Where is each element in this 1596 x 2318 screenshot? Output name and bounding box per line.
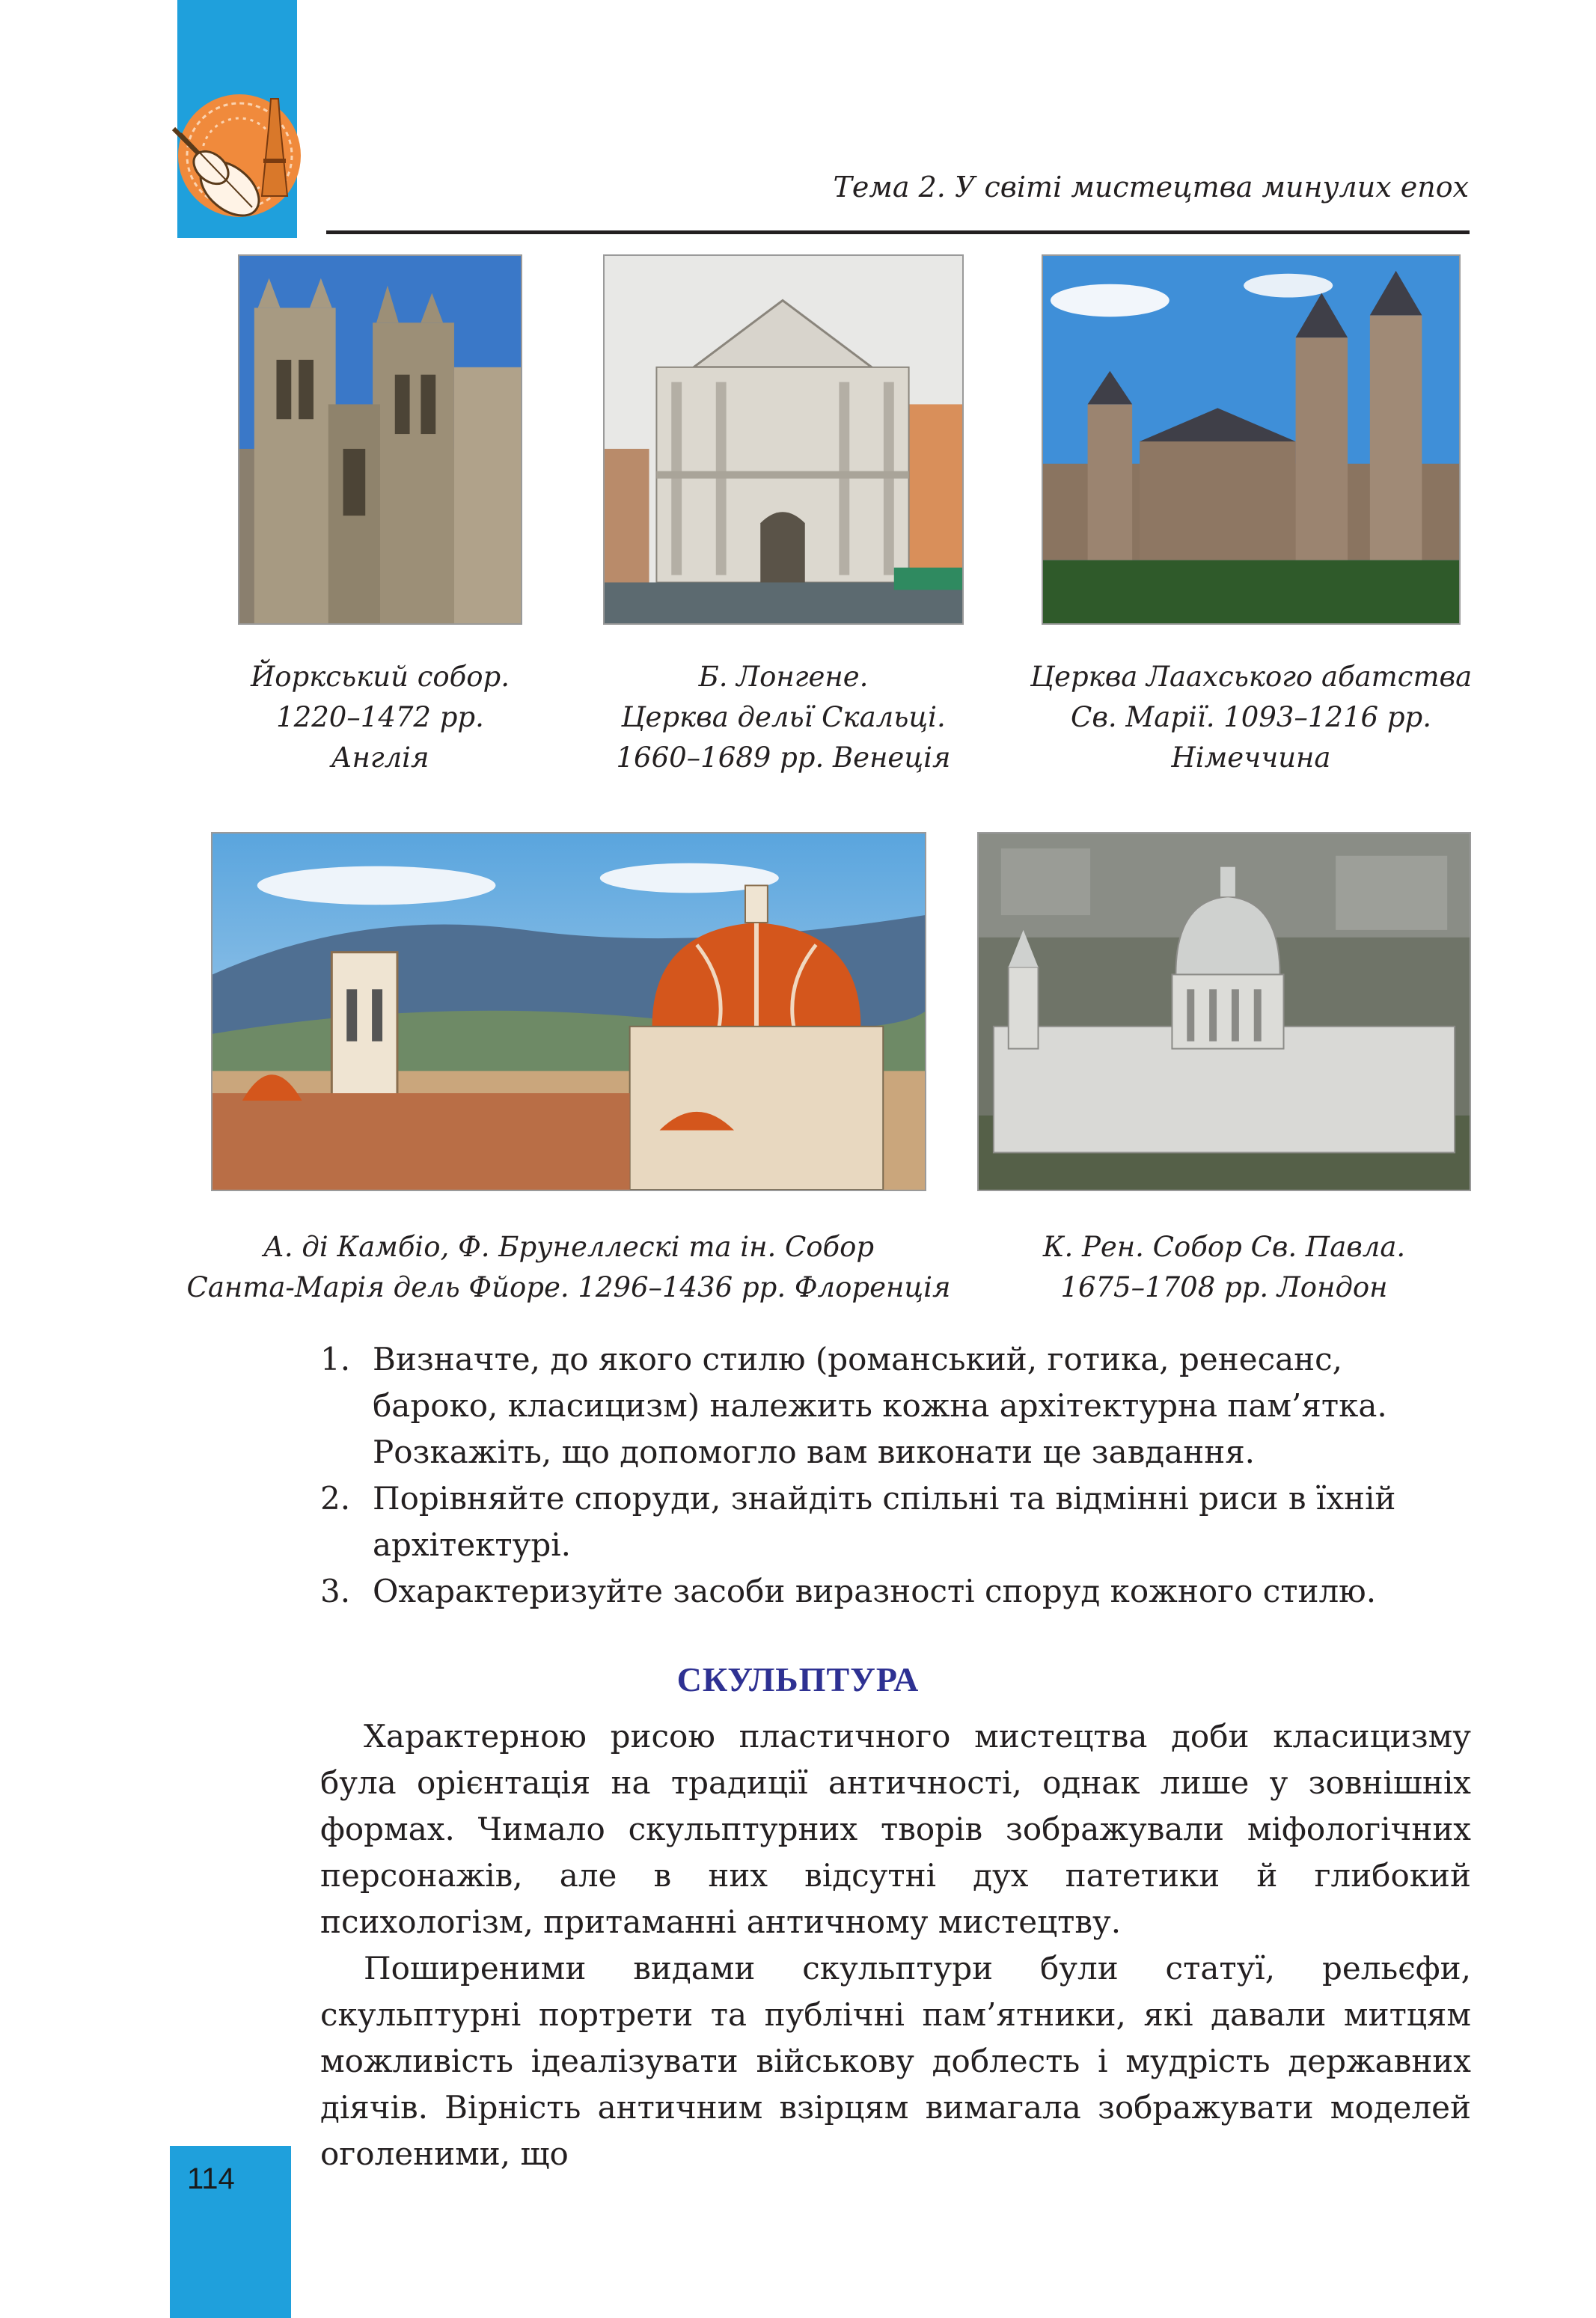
laach-abbey-photo (1042, 254, 1461, 625)
caption-line: Церква Лаахського абатства (1030, 661, 1473, 693)
caption-line: Йоркський собор. (250, 661, 510, 693)
york-minster-photo (238, 254, 522, 625)
scalzi-church-photo (603, 254, 964, 625)
caption-line: 1660–1689 рр. Венеція (616, 741, 951, 774)
caption-line: Німеччина (1171, 741, 1331, 774)
caption-line: Церква дельї Скальці. (621, 701, 946, 733)
task-text: Порівняйте споруди, знайдіть спільні та відмінні риси в їхній архітектурі. (373, 1480, 1396, 1563)
task-item (313, 1475, 1471, 1568)
header-rule (326, 230, 1470, 234)
task-list (313, 1336, 1471, 1615)
task-text: Охарактеризуйте засоби виразності споруд кожного стилю. (373, 1573, 1377, 1609)
task-item (313, 1336, 1471, 1475)
section-title: СКУЛЬПТУРА (676, 1660, 920, 1698)
caption-laach (1012, 657, 1490, 778)
caption-york (238, 657, 522, 778)
caption-line: 1220–1472 рр. (276, 701, 484, 733)
caption-line: Англія (331, 741, 429, 774)
caption-line: Санта-Марія дель Фйоре. 1296–1436 рр. Флоренція (186, 1271, 951, 1303)
task-number: 2. (320, 1480, 351, 1517)
caption-scalzi (588, 657, 979, 778)
florence-cathedral-photo (211, 832, 926, 1191)
violin-tower-logo-icon (159, 84, 308, 233)
st-pauls-cathedral-photo (977, 832, 1471, 1191)
task-item (313, 1568, 1471, 1615)
body-paragraph: Характерною рисою пластичного мистецтва доби класицизму була орієнтація на традиції античності, однак лише у зовнішніх формах. Чимало скульптурних творів зображували міфологічних персонажів, але в них відсутні дух патетики й глибокий психологізм, притаманні античному мистецтву. (320, 1718, 1471, 1940)
caption-florence (159, 1227, 979, 1308)
header-title: Тема 2. У світі мистецтва минулих епох (833, 171, 1469, 204)
body-paragraph: Поширеними видами скульптури були статуї, рельєфи, скульптурні портрети та публічні пам’ятники, які давали митцям можливість ідеалізувати військову доблесть і мудрість державних діячів. Вірність античним взірцям вимагала зображувати моделей оголеними, що (320, 1950, 1471, 2172)
caption-line: А. ді Камбіо, Ф. Брунеллескі та ін. Собор (263, 1231, 875, 1263)
caption-line: Св. Марії. 1093–1216 рр. (1071, 701, 1431, 733)
caption-line: 1675–1708 рр. Лондон (1060, 1271, 1388, 1303)
task-text: Визначте, до якого стилю (романський, готика, ренесанс, бароко, класицизм) належить кожна архітектурна пам’ятка. Розкажіть, що допомогло вам виконати це завдання. (373, 1341, 1387, 1470)
task-number: 1. (320, 1341, 351, 1377)
caption-line: Б. Лонгене. (698, 661, 869, 693)
task-number: 3. (320, 1573, 351, 1609)
caption-st-pauls (977, 1227, 1471, 1308)
page-number: 114 (187, 2162, 235, 2195)
caption-line: К. Рен. Собор Св. Павла. (1042, 1231, 1406, 1263)
